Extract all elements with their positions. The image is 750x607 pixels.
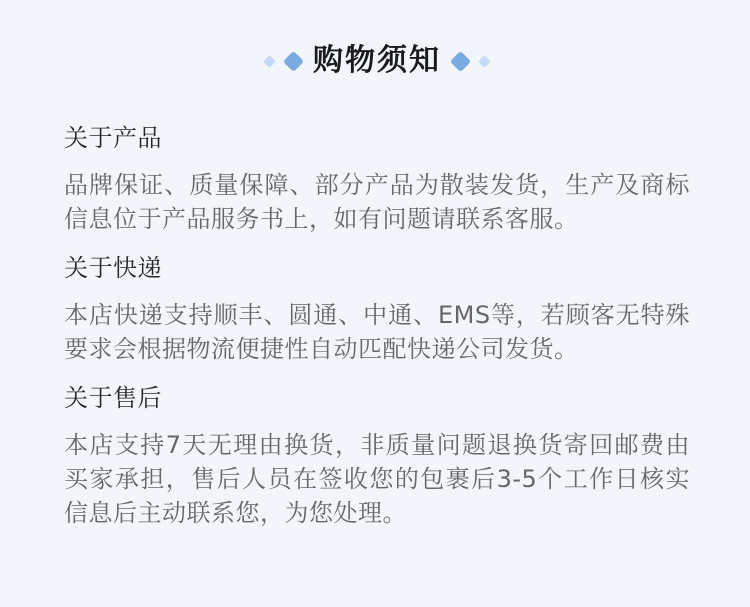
section-about-product [64,124,690,236]
section-about-aftersales-heading: 关于售后 [64,384,162,412]
diamond-icon-left-small [263,55,276,68]
page-title: 购物须知 [313,43,441,78]
page-title-row [64,44,690,78]
section-about-aftersales [64,384,690,530]
diamond-icon-right-large [450,50,471,71]
diamond-icon-left-large [283,50,304,71]
section-about-shipping-body: 本店快递支持顺丰、圆通、中通、EMS等，若顾客无特殊要求会根据物流便捷性自动匹配快递公司发货。 [64,301,690,363]
section-about-aftersales-body: 本店支持7天无理由换货，非质量问题退换货寄回邮费由买家承担，售后人员在签收您的包裹后3-5个工作日核实信息后主动联系您，为您处理。 [64,431,690,527]
section-about-shipping-heading: 关于快递 [64,254,162,282]
diamond-icon-right-small [478,55,491,68]
section-about-product-heading: 关于产品 [64,124,162,152]
section-about-shipping [64,254,690,366]
section-about-product-body: 品牌保证、质量保障、部分产品为散装发货，生产及商标信息位于产品服务书上，如有问题请联系客服。 [64,171,690,233]
